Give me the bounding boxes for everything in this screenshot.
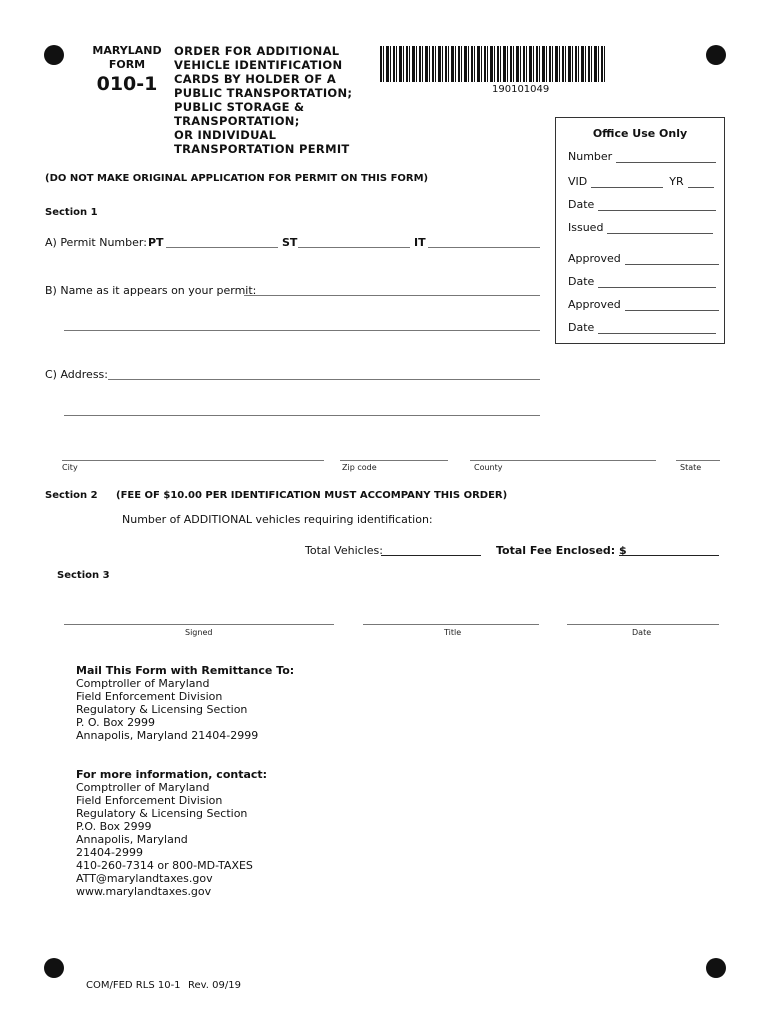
zip-field[interactable] <box>340 460 448 461</box>
total-fee-label: Total Fee Enclosed: $ <box>496 544 627 557</box>
office-number-field[interactable] <box>616 162 716 163</box>
office-issued-label: Issued <box>568 221 604 234</box>
office-approved-field[interactable] <box>625 264 719 265</box>
st-field[interactable] <box>298 247 410 248</box>
office-date-field[interactable] <box>598 333 716 334</box>
title-line: TRANSPORTATION; <box>174 114 300 128</box>
form-title <box>174 44 352 156</box>
total-fee-field[interactable] <box>619 555 719 556</box>
address-label: C) Address: <box>45 368 108 381</box>
mail-block <box>76 664 294 742</box>
registration-mark-bottom-right <box>706 958 726 978</box>
title-line: TRANSPORTATION PERMIT <box>174 142 350 156</box>
section1-title: Section 1 <box>45 207 98 218</box>
it-label: IT <box>414 236 426 249</box>
section2-title: Section 2 <box>45 490 98 501</box>
city-caption: City <box>62 463 78 472</box>
office-yr-field[interactable] <box>688 187 714 188</box>
pt-label: PT <box>148 236 164 249</box>
mail-line: Field Enforcement Division <box>76 690 223 703</box>
contact-email[interactable]: ATT@marylandtaxes.gov <box>76 872 213 885</box>
total-vehicles-field[interactable] <box>381 555 481 556</box>
title-line: ORDER FOR ADDITIONAL <box>174 44 340 58</box>
form-number: 010-1 <box>96 73 158 95</box>
additional-vehicles-label: Number of ADDITIONAL vehicles requiring identification: <box>122 513 433 526</box>
office-date-field[interactable] <box>598 210 716 211</box>
contact-line: Annapolis, Maryland <box>76 833 188 846</box>
signature-field[interactable] <box>64 624 334 625</box>
permit-number-label: A) Permit Number: <box>45 236 147 249</box>
state-caption: State <box>680 463 702 472</box>
title-line: PUBLIC STORAGE & <box>174 100 305 114</box>
office-number-label: Number <box>568 150 613 163</box>
registration-mark-top-left <box>44 45 64 65</box>
barcode-image <box>380 46 606 82</box>
permit-name-field[interactable] <box>244 295 540 296</box>
mail-line: Annapolis, Maryland 21404-2999 <box>76 729 259 742</box>
office-approved-label: Approved <box>568 298 621 311</box>
state-field[interactable] <box>676 460 720 461</box>
address-field-2[interactable] <box>64 415 540 416</box>
office-date-label: Date <box>568 198 595 211</box>
contact-heading: For more information, contact: <box>76 768 268 781</box>
pt-field[interactable] <box>166 247 278 248</box>
office-approved-field[interactable] <box>625 310 719 311</box>
form-label: FORM <box>108 58 146 71</box>
office-vid-field[interactable] <box>591 187 663 188</box>
title-line: PUBLIC TRANSPORTATION; <box>174 86 353 100</box>
fee-note: (FEE OF $10.00 PER IDENTIFICATION MUST ACCOMPANY THIS ORDER) <box>116 490 508 501</box>
office-date-label: Date <box>568 275 595 288</box>
footer-revision: Rev. 09/19 <box>188 980 241 991</box>
contact-line: P.O. Box 2999 <box>76 820 152 833</box>
form-id-block <box>92 44 162 96</box>
office-use-title: Office Use Only <box>592 127 688 140</box>
signed-caption: Signed <box>185 628 213 637</box>
office-vid-label: VID <box>568 175 588 188</box>
county-field[interactable] <box>470 460 656 461</box>
it-field[interactable] <box>428 247 540 248</box>
title-line: CARDS BY HOLDER OF A <box>174 72 337 86</box>
date-caption: Date <box>632 628 652 637</box>
title-line: VEHICLE IDENTIFICATION <box>174 58 343 72</box>
office-date-field[interactable] <box>598 287 716 288</box>
city-field[interactable] <box>62 460 324 461</box>
contact-line: 410-260-7314 or 800-MD-TAXES <box>76 859 253 872</box>
county-caption: County <box>474 463 503 472</box>
mail-line: Regulatory & Licensing Section <box>76 703 248 716</box>
contact-line: Regulatory & Licensing Section <box>76 807 248 820</box>
office-approved-label: Approved <box>568 252 621 265</box>
mail-line: Comptroller of Maryland <box>76 677 210 690</box>
mail-heading: Mail This Form with Remittance To: <box>76 664 295 677</box>
mail-line: P. O. Box 2999 <box>76 716 156 729</box>
contact-line: Field Enforcement Division <box>76 794 223 807</box>
state-label: MARYLAND <box>92 44 162 57</box>
barcode-number: 190101049 <box>492 84 550 95</box>
office-yr-label: YR <box>669 175 684 188</box>
st-label: ST <box>282 236 298 249</box>
contact-line: Comptroller of Maryland <box>76 781 210 794</box>
footer-code: COM/FED RLS 10-1 <box>86 980 181 991</box>
registration-mark-top-right <box>706 45 726 65</box>
contact-website[interactable]: www.marylandtaxes.gov <box>76 885 212 898</box>
title-field[interactable] <box>363 624 539 625</box>
title-line: OR INDIVIDUAL <box>174 128 277 142</box>
office-date-label: Date <box>568 321 595 334</box>
permit-name-label: B) Name as it appears on your permit: <box>45 284 257 297</box>
total-vehicles-label: Total Vehicles: <box>305 544 383 557</box>
permit-name-field-2[interactable] <box>64 330 540 331</box>
contact-line: 21404-2999 <box>76 846 143 859</box>
office-issued-field[interactable] <box>607 233 713 234</box>
notice-text: (DO NOT MAKE ORIGINAL APPLICATION FOR PERMIT ON THIS FORM) <box>45 173 429 184</box>
date-field[interactable] <box>567 624 719 625</box>
contact-block <box>76 768 267 898</box>
section3-title: Section 3 <box>57 570 110 581</box>
title-caption: Title <box>444 628 462 637</box>
zip-caption: Zip code <box>342 463 377 472</box>
address-field[interactable] <box>108 379 540 380</box>
office-use-box <box>555 117 725 344</box>
registration-mark-bottom-left <box>44 958 64 978</box>
